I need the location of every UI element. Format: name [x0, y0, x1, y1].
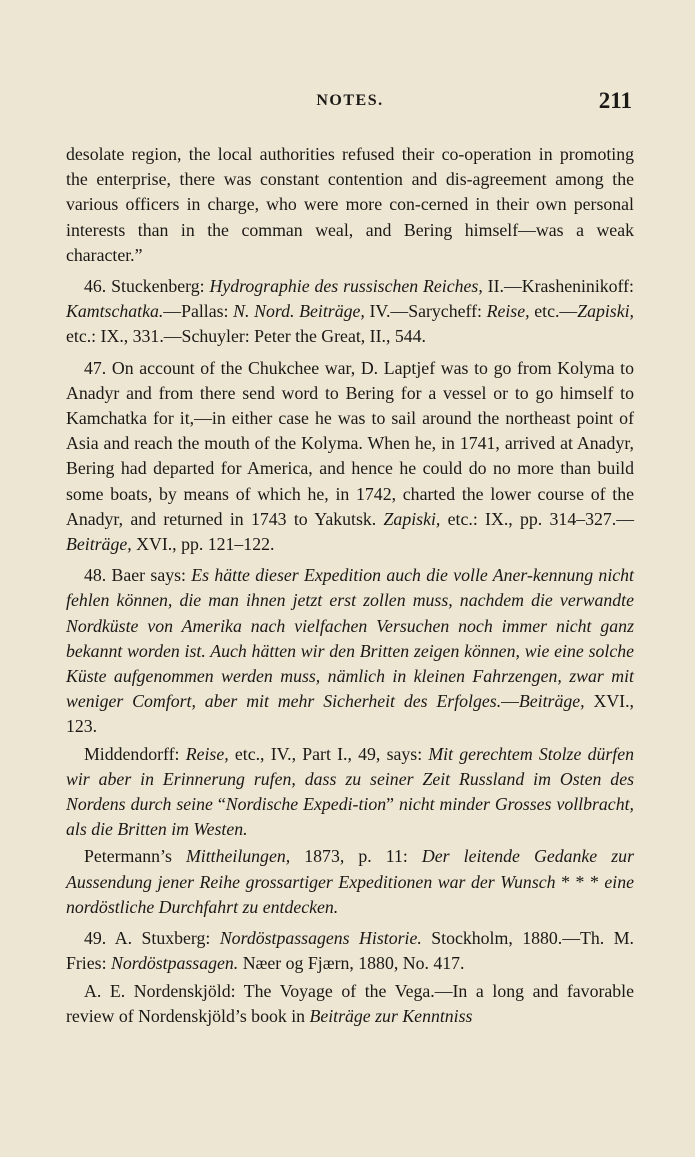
middendorff-text-b: etc., IV., Part I., 49, says: — [228, 743, 429, 764]
note-46-lead: 46. Stuckenberg: — [84, 276, 210, 297]
petermann-paragraph — [66, 844, 634, 920]
petermann-title: Mittheilungen, — [185, 846, 291, 867]
note-46-text-j: etc.: IX., 331.—Schuyler: Peter the Great, II., 544. — [66, 326, 426, 347]
note-48-title-beitrage: Beiträge, — [518, 691, 585, 712]
note-46 — [66, 274, 634, 350]
page-number: 211 — [598, 88, 632, 113]
middendorff-open-quote: “ — [217, 794, 226, 815]
note-47 — [66, 356, 634, 558]
note-48-text-b: — — [501, 691, 519, 712]
note-46-text-d: —Pallas: — [163, 301, 234, 322]
nordenskjold-paragraph — [66, 979, 634, 1029]
note-48-lead: 48. Baer says: — [84, 565, 192, 586]
note-46-title-zapiski: Zapiski, — [577, 301, 634, 322]
petermann-lead: Petermann’s — [84, 846, 186, 867]
book-page — [66, 88, 634, 1029]
note-48-text-d: XVI., 123. — [66, 691, 634, 737]
running-title: NOTES. — [316, 92, 384, 109]
note-46-title-kamtschatka: Kamtschatka. — [66, 301, 164, 322]
note-46-title-beitrage: N. Nord. Beiträge, — [233, 301, 365, 322]
note-47-title-beitrage: Beiträge, — [66, 534, 132, 555]
note-49 — [66, 926, 634, 976]
note-47-text-b: etc.: IX., pp. 314–327.— — [440, 508, 634, 529]
paragraph-continuation: desolate region, the local authorities refused their co-operation in promoting the enterprise, there was constant contention and dis-agreement among the various officers in charge, who were more con-cerned in their own personal interests than in the comman weal, and Bering himself—was a weak character.” — [66, 144, 634, 265]
note-46-title-reise: Reise, — [486, 301, 530, 322]
note-47-title-zapiski: Zapiski, — [383, 508, 441, 529]
note-49-text-d: Næer og Fjærn, 1880, No. 417. — [238, 953, 465, 974]
note-46-text-b: II.—Krasheninikoff: — [482, 276, 634, 297]
note-46-text-h: etc.— — [529, 301, 578, 322]
note-49-title-passagen: Nordöstpassagen. — [110, 953, 239, 974]
middendorff-paragraph — [66, 742, 634, 843]
petermann-quote-2: eine nordöstliche Durchfahrt zu entdecken. — [66, 871, 635, 917]
note-47-lead: 47. On account of the Chukchee war, D. Laptjef was to go from Kolyma to Anadyr and from there send word to Bering for a vessel or to go himself to Kamchatka for it,—in either case he was to sail around the northeast point of Asia and reach the mouth of the Kolyma. When he, in 1741, arrived at Anadyr, Bering had departed for America, and hence he could do no more than build some boats, by means of which he, in 1742, charted the lower course of the Anadyr, and returned in 1743 to Yakutsk. — [66, 357, 634, 529]
middendorff-title-reise: Reise, — [185, 743, 229, 764]
note-48 — [66, 563, 634, 739]
middendorff-quote-1: Mit gerechtem Stolze dürfen wir aber in Erinnerung rufen, dass zu seiner Zeit Russland im Osten des Nordens durch seine — [66, 743, 634, 815]
running-head — [66, 88, 634, 122]
middendorff-lead: Middendorff: — [84, 743, 186, 764]
note-46-text-f: IV.—Sarycheff: — [364, 301, 487, 322]
petermann-asterisks: * * * — [555, 871, 605, 892]
note-49-text-b: Stockholm, 1880.—Th. M. Fries: — [66, 928, 634, 974]
petermann-text-b: 1873, p. 11: — [290, 846, 422, 867]
note-47-text-d: XVI., pp. 121–122. — [131, 534, 275, 555]
note-49-title-historie: Nordöstpassagens Historie. — [219, 928, 422, 949]
nordenskjold-title: Beiträge zur Kenntniss — [309, 1005, 473, 1026]
note-46-title-hydrographie: Hydrographie des russischen Reiches, — [209, 276, 483, 297]
middendorff-quote-2: Nordische Expedi-tion — [225, 794, 387, 815]
petermann-quote-1: Der leitende Gedanke zur Aussendung jener Reihe grossartiger Expeditionen war der Wunsch — [66, 846, 634, 892]
note-49-lead: 49. A. Stuxberg: — [84, 928, 220, 949]
middendorff-close-quote: ” — [386, 794, 399, 815]
body-text — [66, 142, 634, 1029]
nordenskjold-lead: A. E. Nordenskjöld: The Voyage of the Vega.—In a long and favorable review of Nordenskjöld’s book in — [66, 980, 634, 1026]
note-48-quote: Es hätte dieser Expedition auch die volle Aner-kennung nicht fehlen können, die man ihnen jetzt erst zollen muss, nachdem die verwandte Nordküste von Amerika nach vielfachen Versuchen noch immer nicht ganz bekannt worden ist. Auch hätten wir den Britten zeigen können, wie eine solche Küste aufgenommen werden muss, nämlich in kleinen Fahrzengen, zwar mit weniger Comfort, aber mit mehr Sicherheit des Erfolges. — [66, 565, 634, 712]
middendorff-quote-3: nicht minder Grosses vollbracht, als die Britten im Westen. — [66, 794, 634, 840]
